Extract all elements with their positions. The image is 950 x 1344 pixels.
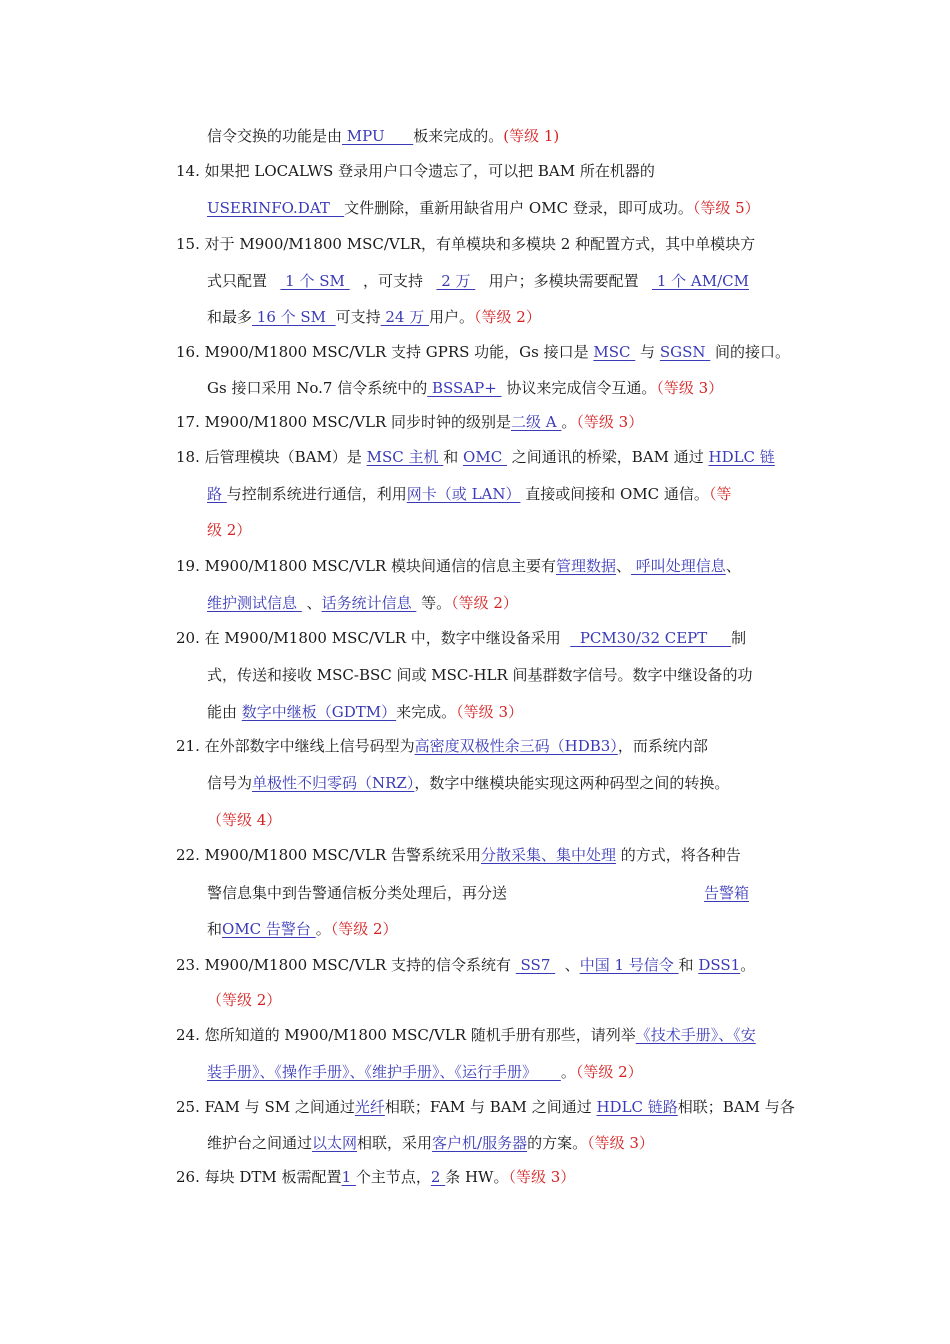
question-text: 。 [561,413,577,431]
question-text: 能由 [207,703,242,721]
question-continuation [207,702,523,722]
question-text: 17. M900/M1800 MSC/VLR 同步时钟的级别是 [176,413,511,431]
difficulty-level: （等级 2） [474,308,541,326]
difficulty-level: （等级 3） [508,1168,576,1186]
answer-blank: 《技术手册》、《安 [635,1026,756,1044]
difficulty-level: （等级 3） [587,1134,654,1152]
question-continuation [207,919,398,939]
question-text: 文件删除，重新用缺省用户 OMC 登录，即可成功。 [344,199,693,217]
difficulty-level: （等级 2） [330,920,398,938]
answer-blank: DSS1 [698,956,741,974]
question-text: 21. 在外部数字中继线上信号码型为 [176,737,415,755]
question-text: Gs 接口采用 No.7 信令系统中的 [207,379,428,397]
question-text: 26. 每块 DTM 板需配置 [176,1168,342,1186]
difficulty-level: （等级 3） [576,413,644,431]
answer-blank: 客户机/服务器 [432,1134,528,1152]
question-line [176,161,718,181]
question-continuation [207,990,281,1010]
question-text: 、 [555,956,580,974]
question-continuation [207,773,729,793]
answer-blank: 16 个 SM [252,308,336,326]
answer-blank: USERINFO.DAT [207,199,345,217]
difficulty-level: （等级 4） [207,811,282,829]
question-text: 。 [560,1063,576,1081]
question-text: ，可支持 [363,272,424,290]
question-text: 和 [443,448,464,466]
question-text: 式只配置 [207,272,268,290]
question-text: 。 [740,956,756,974]
question-continuation [207,665,753,685]
answer-blank: 话务统计信息 [321,594,417,612]
answer-blank: 1 个 AM/CM [652,272,749,290]
answer-blank: 路 [207,485,227,503]
question-text: 来完成。 [396,703,457,721]
question-text: 、 [301,594,322,612]
answer-blank: MSC [593,343,636,361]
question-text: 14. 如果把 LOCALWS 登录用户口令遗忘了，可以把 BAM 所在机器的 [176,162,655,180]
difficulty-level: （等 [708,485,732,503]
answer-blank: 网卡（或 LAN） [406,485,521,503]
question-line [176,1025,756,1045]
question-text: 20. 在 M900/M1800 MSC/VLR 中，数字中继设备采用 [176,629,571,647]
question-text: 协议来完成信令互通。 [501,379,657,397]
question-continuation [207,593,518,613]
question-text: 和最多 [207,308,253,326]
question-continuation [207,520,251,540]
question-text: 制 [731,629,747,647]
difficulty-level: 级 2） [207,521,252,539]
question-text: 18. 后管理模块（BAM）是 [176,448,367,466]
answer-blank: HDLC 链 [708,448,775,466]
question-text: 等。 [416,594,452,612]
question-text: 16. M900/M1800 MSC/VLR 支持 GPRS 功能，Gs 接口是 [176,343,594,361]
question-text: 相联；FAM 与 BAM 之间通过 [384,1098,597,1116]
question-text: 相联；BAM 与各 [677,1098,795,1116]
question-line [176,1167,575,1187]
question-text: 、 [616,557,632,575]
question-line [176,342,790,362]
question-continuation [207,1133,654,1153]
answer-blank: OMC [463,448,507,466]
question-text: 可支持 [335,308,381,326]
answer-blank: MPU [342,127,414,145]
question-text: 19. M900/M1800 MSC/VLR 模块间通信的信息主要有 [176,557,556,575]
question-line [176,628,746,648]
question-text: 25. FAM 与 SM 之间通过 [176,1098,355,1116]
question-text: 23. M900/M1800 MSC/VLR 支持的信令系统有 [176,956,516,974]
answer-blank: 单极性不归零码（NRZ） [252,774,415,792]
answer-blank: 2 万 [436,272,476,290]
difficulty-level: （等级 3） [456,703,523,721]
question-text: 信令交换的功能是由 [207,127,343,145]
question-text: 、 [725,557,741,575]
question-line [176,955,755,975]
question-text: 警信息集中到告警通信板分类处理后，再分送 [207,884,508,902]
question-continuation [207,126,559,146]
question-continuation [207,1062,643,1082]
difficulty-level: （等级 2） [575,1063,643,1081]
difficulty-level: （等级 5） [692,199,760,217]
difficulty-level: （等级 2） [451,594,518,612]
answer-blank: 呼叫处理信息 [631,557,726,575]
question-line [176,447,775,467]
answer-blank: SS7 [515,956,556,974]
answer-blank: 光纤 [354,1098,385,1116]
question-line [176,1097,795,1117]
question-text: 个主节点， [355,1168,431,1186]
question-text: ，而系统内部 [617,737,708,755]
answer-blank: HDLC 链路 [596,1098,678,1116]
answer-blank: 2 [430,1168,446,1186]
question-text: 之间通讯的桥梁，BAM 通过 [506,448,709,466]
answer-blank: 装手册》、《操作手册》、《维护手册》、《运行手册》 [207,1063,561,1081]
question-text: 维护台之间通过 [207,1134,313,1152]
question-continuation [207,378,723,398]
question-text: ，数字中继模块能实现这两种码型之间的转换。 [414,774,730,792]
question-continuation [207,484,731,504]
question-text: 22. M900/M1800 MSC/VLR 告警系统采用 [176,846,481,864]
question-text: 。 [315,920,331,938]
answer-blank: 维护测试信息 [207,594,302,612]
answer-blank: 高密度双极性余三码（HDB3） [414,737,618,755]
question-text: 间的接口。 [710,343,791,361]
question-line [176,845,741,865]
answer-blank: PCM30/32 CEPT [570,629,732,647]
question-text: 信号为 [207,774,253,792]
answer-blank: 中国 1 号信令 [579,956,679,974]
answer-blank: MSC 主机 [366,448,444,466]
question-line [176,234,755,254]
question-continuation [207,810,281,830]
answer-blank: 管理数据 [556,557,617,575]
question-text: 15. 对于 M900/M1800 MSC/VLR，有单模块和多模块 2 种配置方式，其中单模块方 [176,235,756,253]
question-continuation [207,883,749,903]
answer-blank: 二级 A [511,413,562,431]
question-text: 直接或间接和 OMC 通信。 [520,485,709,503]
question-text: 板来完成的。 [413,127,504,145]
question-text: 与控制系统进行通信，利用 [226,485,407,503]
question-text: 的方式，将各种告 [616,846,741,864]
answer-blank: 1 个 SM [280,272,350,290]
answer-blank: 24 万 [380,308,429,326]
answer-blank: BSSAP+ [427,379,502,397]
answer-blank: 1 [341,1168,356,1186]
answer-blank: 告警箱 [703,884,749,902]
answer-blank: 以太网 [312,1134,358,1152]
answer-blank: 数字中继板（GDTM） [241,703,397,721]
question-text: 用户。 [429,308,475,326]
question-continuation [207,307,541,327]
difficulty-level: （等级 2） [207,991,282,1009]
question-line [176,736,708,756]
question-text: 相联，采用 [357,1134,433,1152]
question-text: 和 [678,956,699,974]
answer-blank: 分散采集、集中处理 [481,846,617,864]
question-text: 条 HW。 [445,1168,509,1186]
question-text: 与 [635,343,660,361]
difficulty-level: (等级 1) [503,127,560,145]
answer-blank: OMC 告警台 [222,920,316,938]
question-continuation [207,198,760,218]
question-text: 用户；多模块需要配置 [488,272,639,290]
question-text: 和 [207,920,223,938]
question-line [176,556,741,576]
question-text: 的方案。 [527,1134,588,1152]
difficulty-level: （等级 3） [656,379,724,397]
question-continuation [207,271,749,291]
answer-blank: SGSN [659,343,711,361]
question-text: 24. 您所知道的 M900/M1800 MSC/VLR 随机手册有那些，请列举 [176,1026,636,1044]
question-line [176,412,643,432]
question-text: 式，传送和接收 MSC-BSC 间或 MSC-HLR 间基群数字信号。数字中继设备的功 [207,666,753,684]
